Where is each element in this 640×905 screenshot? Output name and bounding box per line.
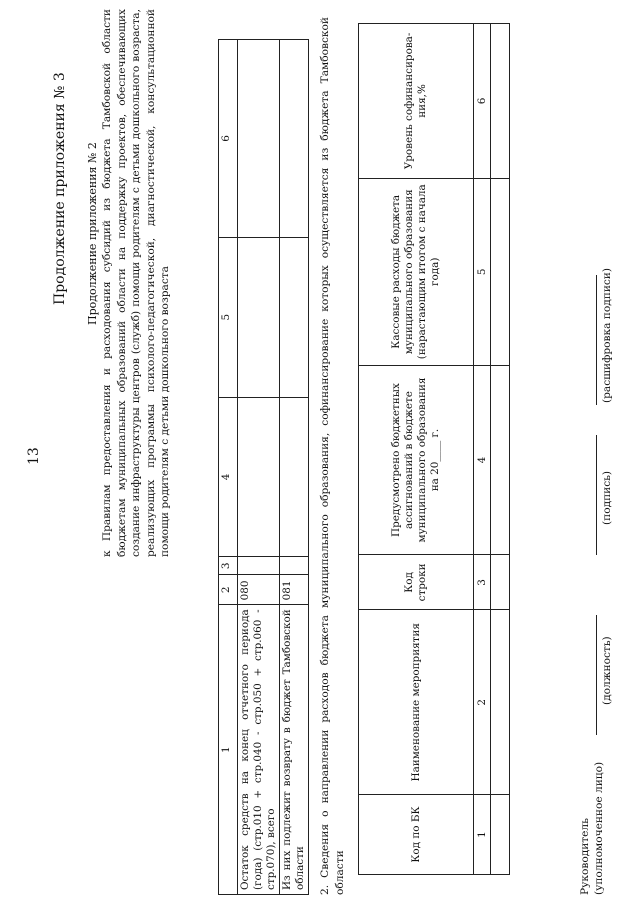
header-cell: Наименование мероприятия bbox=[359, 610, 474, 795]
header-cell: 1 bbox=[219, 605, 238, 895]
table-cell bbox=[238, 397, 280, 557]
number-cell: 2 bbox=[474, 610, 491, 795]
header-cell: 4 bbox=[219, 397, 238, 557]
appendix-3-continuation: Продолжение приложения № 3 bbox=[52, 72, 68, 305]
table-cell bbox=[238, 557, 280, 575]
table-row bbox=[238, 40, 280, 895]
number-cell: 1 bbox=[474, 795, 491, 875]
header-cell: Кассовые расходы бюджета муниципального образования (нарастающим итогом с начала года) bbox=[359, 178, 474, 365]
table-cell bbox=[280, 397, 309, 557]
decode-line bbox=[596, 275, 597, 405]
table-cell bbox=[491, 555, 510, 610]
table-cell bbox=[238, 40, 280, 238]
position-line bbox=[596, 615, 597, 735]
number-cell: 3 bbox=[474, 555, 491, 610]
table-row bbox=[491, 24, 510, 875]
page-number: 13 bbox=[26, 447, 42, 465]
position-caption: (должность) bbox=[601, 636, 613, 705]
number-cell: 6 bbox=[474, 24, 491, 179]
header-cell: 6 bbox=[219, 40, 238, 238]
table-header-row bbox=[219, 40, 238, 895]
balance-table bbox=[218, 39, 309, 895]
number-cell: 4 bbox=[474, 365, 491, 555]
table-cell bbox=[280, 557, 309, 575]
header-cell: Код строки bbox=[359, 555, 474, 610]
table-row bbox=[280, 40, 309, 895]
table-cell bbox=[491, 795, 510, 875]
signature-caption: (подпись) bbox=[601, 470, 613, 525]
rules-reference: к Правилам предоставления и расходования субсидий из бюджета Тамбовской области бюджетам муниципальных образований области на поддержку проектов, обеспечивающих создание инфраструктуры центров (служб) помощи родителям с детьми дошкольного возраста, реализующих программы психолого-педагогической, диагностической, консультационной помощи родителям с детьми дошкольного возраста bbox=[101, 9, 172, 557]
head-label: Руководитель bbox=[579, 818, 591, 895]
table-cell bbox=[491, 610, 510, 795]
header-cell: Уровень софинансирова-ния,% bbox=[359, 24, 474, 179]
table-cell bbox=[491, 365, 510, 555]
expenses-table bbox=[358, 23, 510, 875]
head-sublabel: (уполномоченное лицо) bbox=[593, 761, 605, 895]
signature-line bbox=[596, 435, 597, 555]
header-cell: Предусмотрено бюджетных ассигнований в бюджете муниципального образования на 20____ г. bbox=[359, 365, 474, 555]
table-number-row bbox=[474, 24, 491, 875]
signatory-label bbox=[578, 762, 606, 895]
table-cell bbox=[238, 237, 280, 397]
section-2-heading: 2. Сведения о направлении расходов бюджета муниципального образования, софинансирование которых осуществляется из бюджета Тамбовской области bbox=[319, 17, 346, 895]
table-cell bbox=[280, 237, 309, 397]
decode-caption: (расшифровка подписи) bbox=[601, 267, 613, 403]
row-code: 081 bbox=[280, 575, 309, 605]
table-header-row bbox=[359, 24, 474, 875]
table-cell bbox=[491, 24, 510, 179]
header-cell: 5 bbox=[219, 237, 238, 397]
header-cell: Код по БК bbox=[359, 795, 474, 875]
row-code: 080 bbox=[238, 575, 280, 605]
number-cell: 5 bbox=[474, 178, 491, 365]
row-name: Из них подлежит возврату в бюджет Тамбовской области bbox=[280, 605, 309, 895]
header-cell: 3 bbox=[219, 557, 238, 575]
table-cell bbox=[491, 178, 510, 365]
header-cell: 2 bbox=[219, 575, 238, 605]
row-name: Остаток средств на конец отчетного периода (года) (стр.010 + стр.040 - стр.050 + стр.060 - стр.070), всего bbox=[238, 605, 280, 895]
appendix-2-continuation: Продолжение приложения № 2 bbox=[86, 142, 99, 325]
table-cell bbox=[280, 40, 309, 238]
